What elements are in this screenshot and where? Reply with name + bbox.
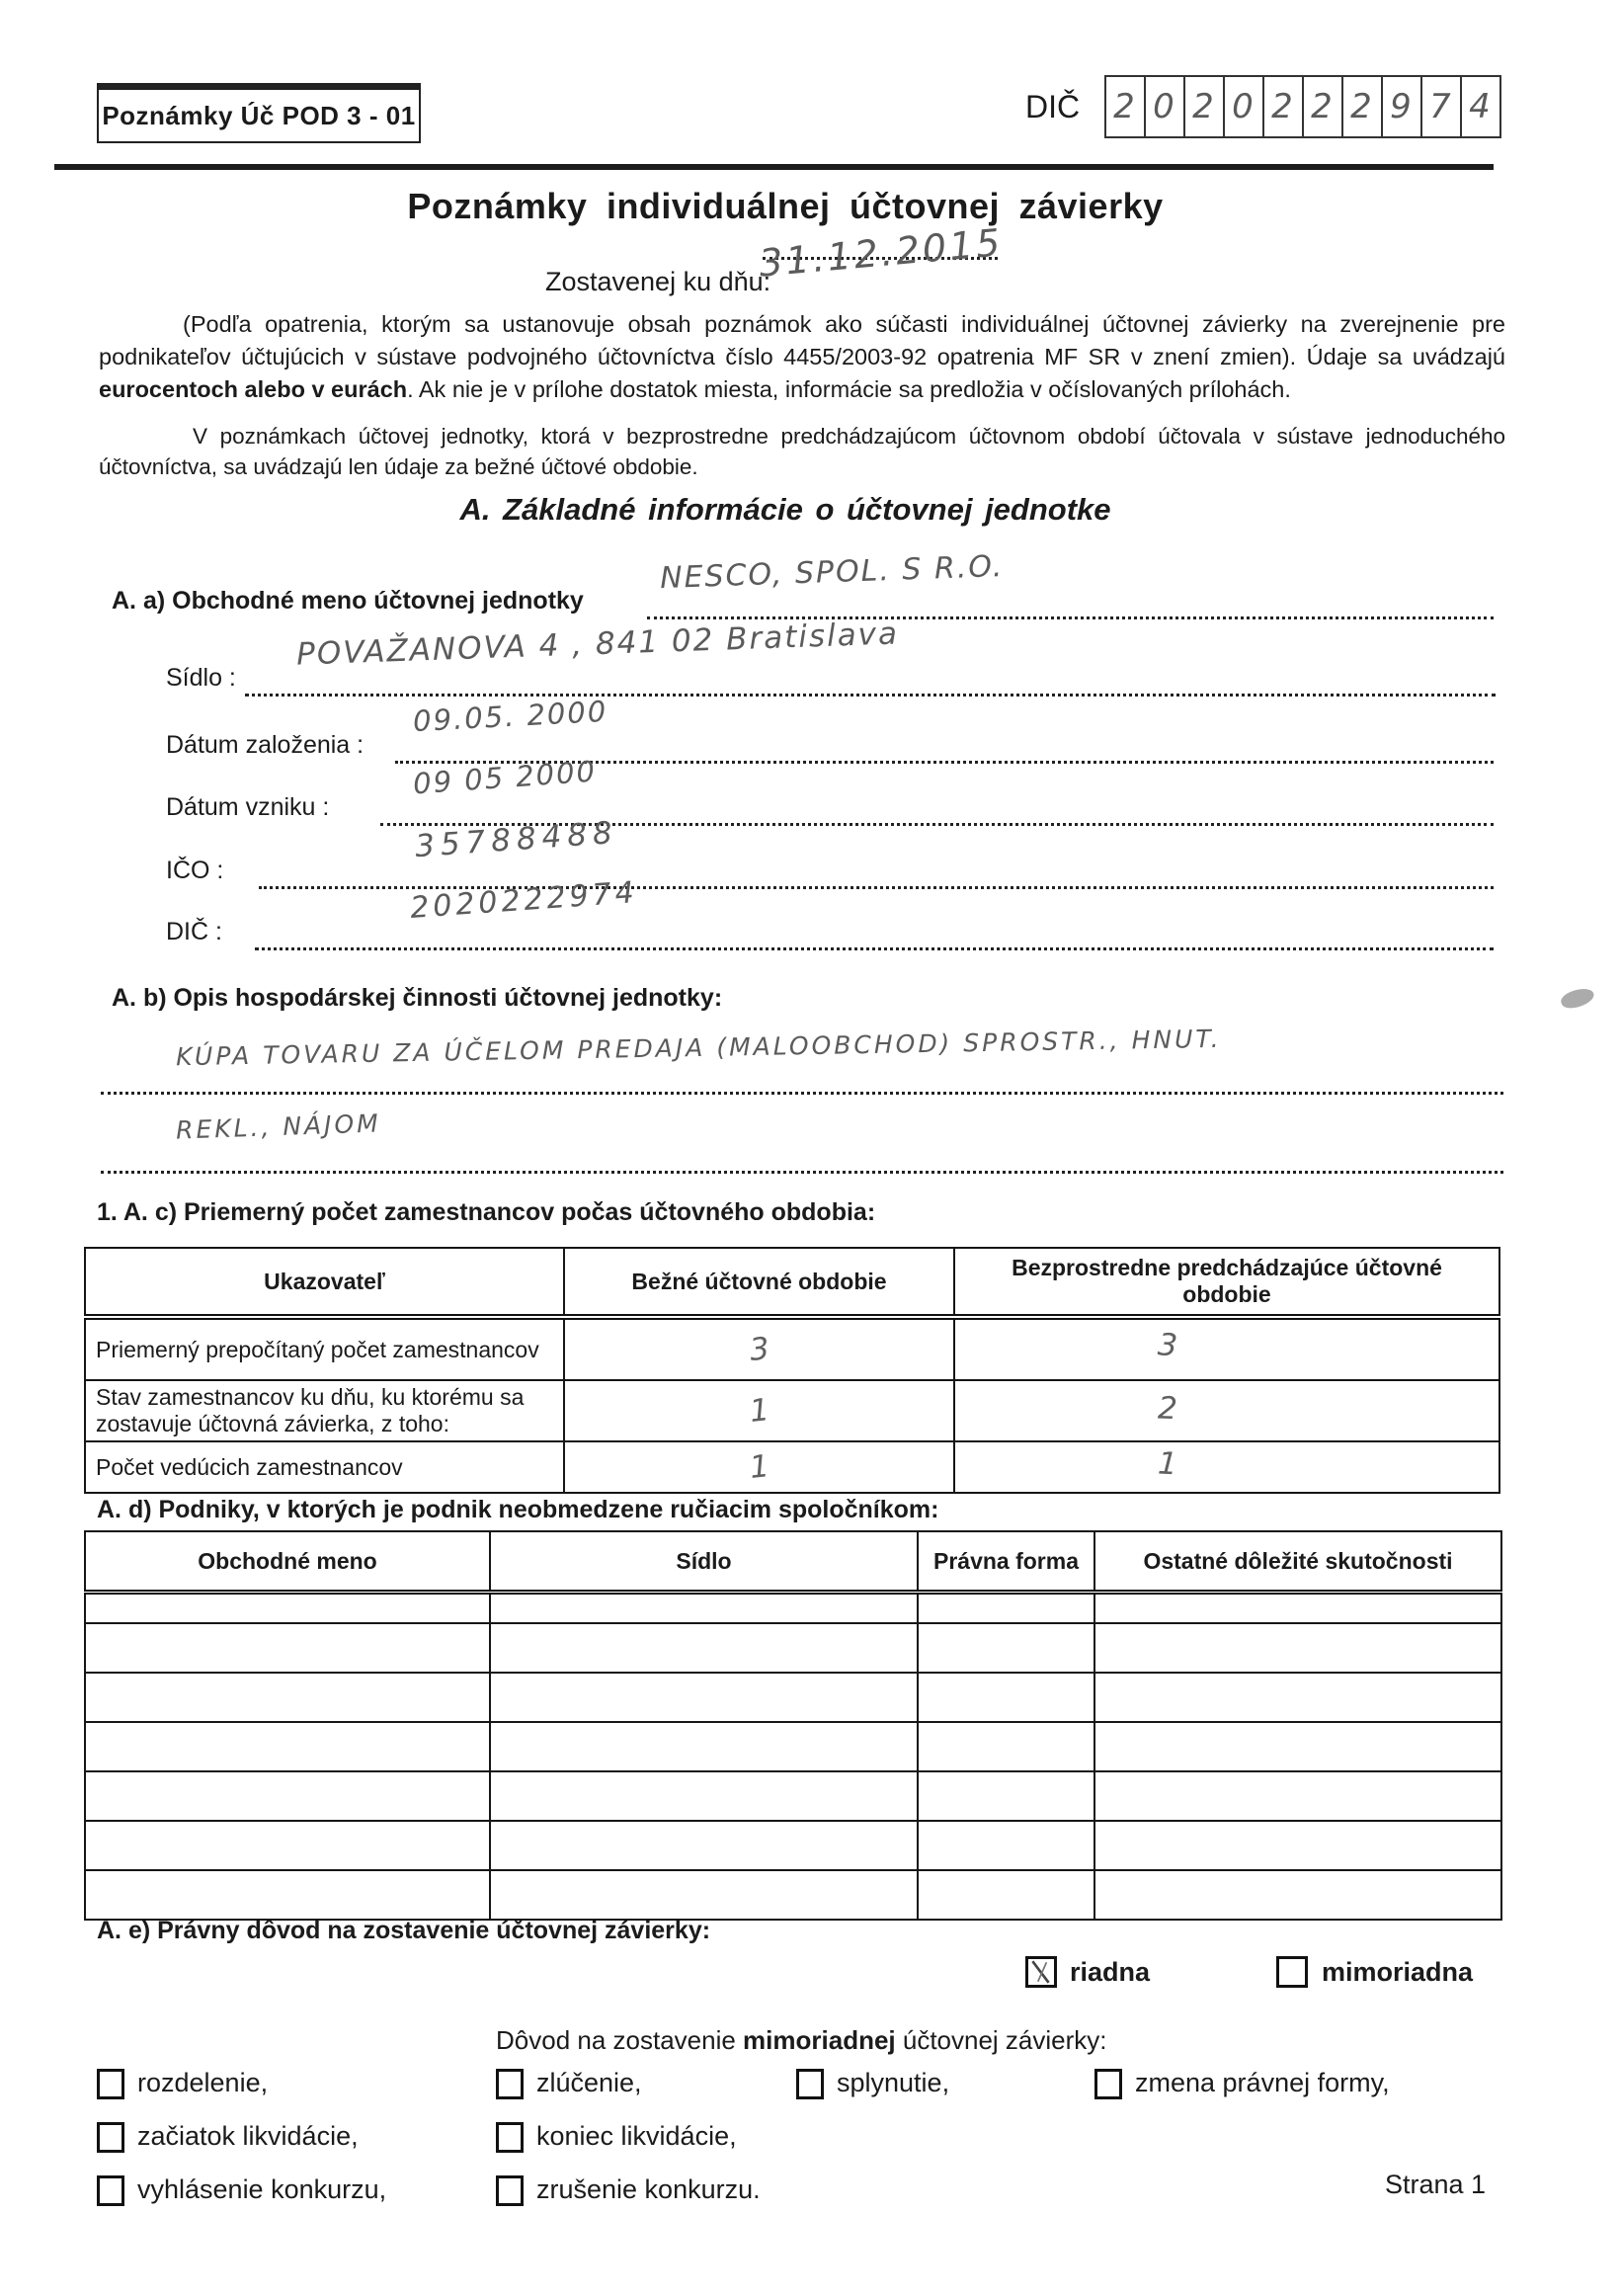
form-code: Poznámky Úč POD 3 - 01 — [102, 100, 416, 130]
checkbox-unchecked — [496, 2069, 524, 2099]
employees-col-header: Ukazovateľ — [85, 1248, 564, 1317]
table-row — [85, 1317, 1499, 1380]
mimoriadna-option — [1276, 1956, 1473, 1988]
table-row-empty — [85, 1821, 1501, 1870]
field-label-ico: IČO : — [166, 857, 224, 884]
table-row-empty — [85, 1673, 1501, 1722]
reason-option: zmena právnej formy, — [1094, 2069, 1390, 2099]
intro-paragraph-1: (Podľa opatrenia, ktorým sa ustanovuje obsah poznámok ako súčasti individuálnej účtovnej závierky na zverejnenie pre podnikateľov účtujúcich v sústave podvojného účtovníctva číslo 4455/2003-92 opatrenia MF SR v znení zmien). Údaje sa uvádzajú eurocentoch alebo v eurách. Ak nie je v prílohe dostatok miesta, informácie sa predložia v očíslovaných prílohách. — [99, 311, 1505, 402]
checkbox-unchecked — [496, 2122, 524, 2153]
scan-smudge-artifact — [1559, 985, 1596, 1012]
dic-digit-cell: 2 — [1304, 75, 1343, 138]
dic-digit-cell: 2 — [1104, 75, 1146, 138]
row-label: Stav zamestnancov ku dňu, ku ktorému sa zostavuje účtovná závierka, z toho: — [85, 1380, 564, 1441]
field-value-datum-vzniku: 09 05 2000 — [412, 754, 599, 801]
field-value-dic: 2020222974 — [409, 874, 639, 927]
field-value-sidlo: POVAŽANOVA 4 , 841 02 Bratislava — [295, 615, 900, 673]
section-b-heading: A. b) Opis hospodárskej činnosti účtovnej jednotky: — [112, 984, 723, 1012]
row-value-current: 1 — [564, 1380, 954, 1441]
companies-col-header: Obchodné meno — [85, 1531, 490, 1593]
field-value-datum-zalozenia: 09.05. 2000 — [412, 694, 609, 739]
field-label-obchodne-meno: A. a) Obchodné meno účtovnej jednotky — [112, 587, 584, 615]
reason-column-4 — [1094, 2069, 1390, 2122]
form-code-box — [97, 83, 421, 143]
companies-col-header: Ostatné dôležité skutočnosti — [1094, 1531, 1501, 1593]
dic-digit-cell: 2 — [1185, 75, 1225, 138]
row-label: Priemerný prepočítaný počet zamestnancov — [85, 1317, 564, 1380]
table-row-empty — [85, 1771, 1501, 1821]
compiled-date-handwritten: 31.12.2015 — [757, 220, 1006, 286]
table-row-empty — [85, 1870, 1501, 1920]
table-row-empty — [85, 1722, 1501, 1771]
row-label: Počet vedúcich zamestnancov — [85, 1441, 564, 1493]
section-e-heading: A. e) Právny dôvod na zostavenie účtovnej závierky: — [97, 1917, 711, 1944]
companies-table — [84, 1530, 1502, 1921]
activity-line1-dots — [101, 1062, 1503, 1095]
page-title: Poznámky individuálnej účtovnej závierky — [407, 186, 1164, 226]
dic-digit-cell: 7 — [1422, 75, 1462, 138]
riadna-label: riadna — [1070, 1956, 1151, 1987]
field-label-sidlo: Sídlo : — [166, 664, 236, 692]
check-x-icon — [1028, 1959, 1054, 1985]
dic-digit-boxes — [1104, 75, 1501, 138]
companies-col-header: Sídlo — [490, 1531, 918, 1593]
employees-col-header: Bežné účtovné obdobie — [564, 1248, 954, 1317]
activity-line2-dots — [101, 1141, 1503, 1174]
mimoriadna-label: mimoriadna — [1322, 1956, 1474, 1987]
reason-option: zrušenie konkurzu. — [496, 2175, 761, 2206]
section-d-heading: A. d) Podniky, v ktorých je podnik neobmedzene ručiacim spoločníkom: — [97, 1496, 939, 1523]
row-value-current: 3 — [564, 1317, 954, 1380]
dic-digit-cell: 0 — [1225, 75, 1264, 138]
table-row-empty — [85, 1623, 1501, 1673]
reason-column-2 — [496, 2069, 761, 2229]
compiled-date-label: Zostavenej ku dňu: — [545, 267, 771, 296]
page-number: Strana 1 — [1385, 2170, 1487, 2199]
reason-option: koniec likvidácie, — [496, 2122, 761, 2153]
activity-handwritten-line1: KÚPA TOVARU ZA ÚČELOM PREDAJA (MALOOBCHOD) SPROSTR., HNUT. — [175, 1024, 1222, 1072]
header-divider — [54, 164, 1494, 170]
dic-digit-cell: 2 — [1264, 75, 1304, 138]
section-c-heading: 1. A. c) Priemerný počet zamestnancov počas účtovného obdobia: — [97, 1198, 876, 1226]
table-row — [85, 1380, 1499, 1441]
dic-digit-cell: 4 — [1462, 75, 1501, 138]
riadna-checkbox-checked — [1025, 1956, 1057, 1988]
activity-handwritten-line2: REKL., NÁJOM — [175, 1108, 382, 1145]
checkbox-unchecked — [496, 2175, 524, 2206]
reason-column-1 — [97, 2069, 386, 2229]
table-row — [85, 1441, 1499, 1493]
reason-option: rozdelenie, — [97, 2069, 386, 2099]
row-value-previous: 2 — [954, 1380, 1499, 1441]
field-label-dic: DIČ : — [166, 918, 222, 945]
reason-option: vyhlásenie konkurzu, — [97, 2175, 386, 2206]
intro-paragraph-2: V poznámkach účtovej jednotky, ktorá v bezprostredne predchádzajúcom účtovnom období účtovala v sústave jednoduchého účtovníctva, sa uvádzajú len údaje za bežné účtové obdobie. — [99, 424, 1505, 479]
dic-digit-cell: 9 — [1383, 75, 1422, 138]
dic-digit-cell: 0 — [1146, 75, 1185, 138]
employees-table — [84, 1247, 1500, 1494]
reason-option: zlúčenie, — [496, 2069, 761, 2099]
checkbox-unchecked — [97, 2122, 124, 2153]
checkbox-unchecked — [1094, 2069, 1122, 2099]
employees-col-header: Bezprostredne predchádzajúce účtovné obdobie — [954, 1248, 1499, 1317]
field-label-datum-zalozenia: Dátum založenia : — [166, 731, 364, 759]
reason-column-3 — [796, 2069, 949, 2122]
checkbox-unchecked — [796, 2069, 824, 2099]
reason-line: Dôvod na zostavenie mimoriadnej účtovnej závierky: — [496, 2025, 1107, 2055]
row-value-current: 1 — [564, 1441, 954, 1493]
reason-option: začiatok likvidácie, — [97, 2122, 386, 2153]
reason-option: splynutie, — [796, 2069, 949, 2099]
checkbox-unchecked — [97, 2175, 124, 2206]
table-row-empty — [85, 1593, 1501, 1624]
dic-label: DIČ — [1025, 89, 1081, 124]
field-value-obchodne-meno: NESCO, SPOL. S R.O. — [659, 548, 1005, 597]
companies-table-header-row — [85, 1531, 1501, 1593]
field-value-ico: 35788488 — [413, 814, 619, 865]
field-line-sidlo — [245, 664, 1496, 697]
field-label-datum-vzniku: Dátum vzniku : — [166, 793, 330, 821]
row-value-previous: 1 — [954, 1441, 1499, 1493]
riadna-option — [1025, 1956, 1150, 1988]
companies-col-header: Právna forma — [918, 1531, 1094, 1593]
dic-digit-cell: 2 — [1343, 75, 1383, 138]
mimoriadna-checkbox-unchecked — [1276, 1956, 1308, 1988]
employees-table-header-row — [85, 1248, 1499, 1317]
section-a-heading: A. Základné informácie o účtovnej jednotke — [459, 492, 1111, 527]
checkbox-unchecked — [97, 2069, 124, 2099]
row-value-previous: 3 — [954, 1317, 1499, 1380]
